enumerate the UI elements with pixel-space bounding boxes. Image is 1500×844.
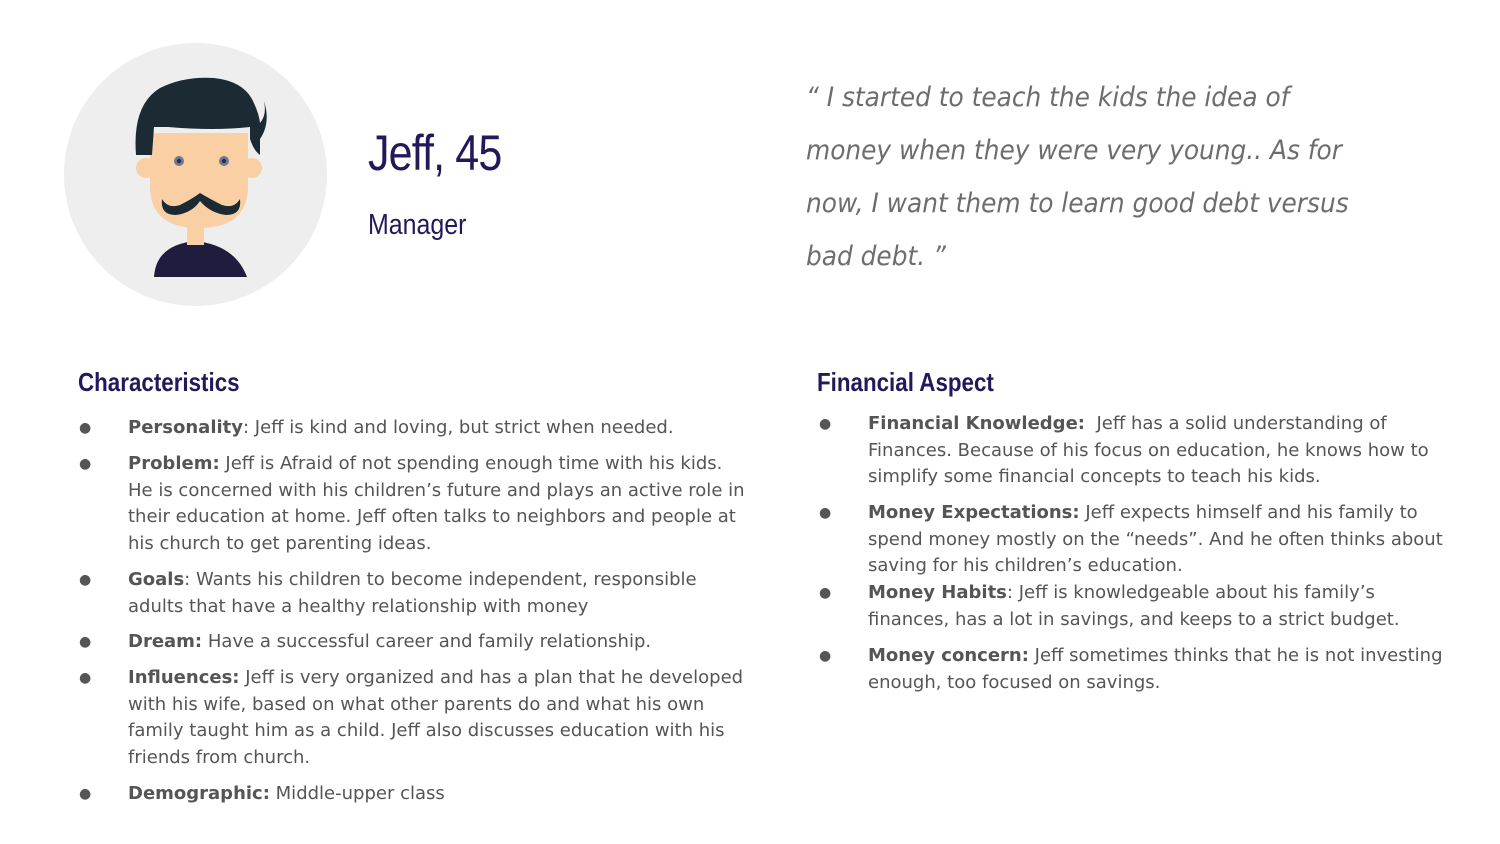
item-text: Wants his children to become independent, responsible adults that have a healthy relationship with money [128,569,697,617]
item-text: Jeff is knowledgeable about his family’s finances, has a lot in savings, and keeps to a strict budget. [868,582,1400,630]
item-text: Middle-upper class [275,783,445,804]
bullet-icon: ● [79,420,92,436]
item-text: Jeff is very organized and has a plan that he developed with his wife, based on what other parents do and what his own family taught him as a child. Jeff also discusses education with his friends from church. [128,667,744,768]
item-label: Money Habits [868,582,1007,603]
item-label: Problem: [128,453,220,474]
bullet-icon: ● [79,670,92,686]
item-label: Influences: [128,667,240,688]
bullet-icon: ● [819,648,832,664]
item-text: Have a successful career and family relationship. [207,631,652,652]
list-item: ● Goals: Wants his children to become independent, responsible adults that have a healthy relationship with money [79,569,697,617]
list-item [79,781,748,808]
persona-quote: “ I started to teach the kids the idea of money when they were very young.. As for now, I want them to learn good debt versus bad debt. ” [806,82,1349,272]
item-text: Jeff has a solid understanding of Finances. Because of his focus on education, he knows how to simplify some financial concepts to teach his kids. [868,413,1429,487]
persona-name: Jeff, 45 [368,125,502,181]
list-item [819,500,1458,580]
item-text: Jeff sometimes thinks that he is not investing enough, too focused on savings. [868,645,1443,693]
item-text: Jeff is kind and loving, but strict when needed. [254,417,674,438]
bullet-icon: ● [79,572,92,588]
item-label: Goals [128,569,185,590]
item-label: Money Expectations: [868,502,1080,523]
list-item [79,451,748,557]
bullet-icon: ● [79,786,92,802]
persona-role: Manager [368,209,467,241]
man-with-mustache-avatar-icon [64,43,327,306]
persona-avatar [64,43,327,306]
list-item [79,665,748,771]
bullet-icon: ● [819,416,832,432]
item-label: Demographic: [128,783,270,804]
list-item: ● Personality: Jeff is kind and loving, but strict when needed. [128,415,748,442]
item-label: Personality [128,417,243,438]
item-label: Financial Knowledge: [868,413,1085,434]
bullet-icon: ● [79,456,92,472]
bullet-icon: ● [819,585,832,601]
list-item [819,643,1458,696]
item-text: Jeff expects himself and his family to spend money mostly on the “needs”. And he often thinks about saving for his children’s education. [868,502,1443,576]
bullet-icon: ● [819,505,832,521]
financial-aspect-title: Financial Aspect [817,367,994,397]
item-text: Jeff is Afraid of not spending enough time with his kids. He is concerned with his children’s future and plays an active role in their education at home. Jeff often talks to neighbors and people at his church to get parenting ideas. [128,453,745,554]
list-item [819,411,1458,491]
list-item [79,629,748,656]
bullet-icon: ● [79,634,92,650]
item-label: Dream: [128,631,203,652]
item-label: Money concern: [868,645,1029,666]
list-item: ● Money Habits: Jeff is knowledgeable about his family’s finances, has a lot in savings, and keeps to a strict budget. [819,582,1400,630]
characteristics-title: Characteristics [78,367,240,397]
